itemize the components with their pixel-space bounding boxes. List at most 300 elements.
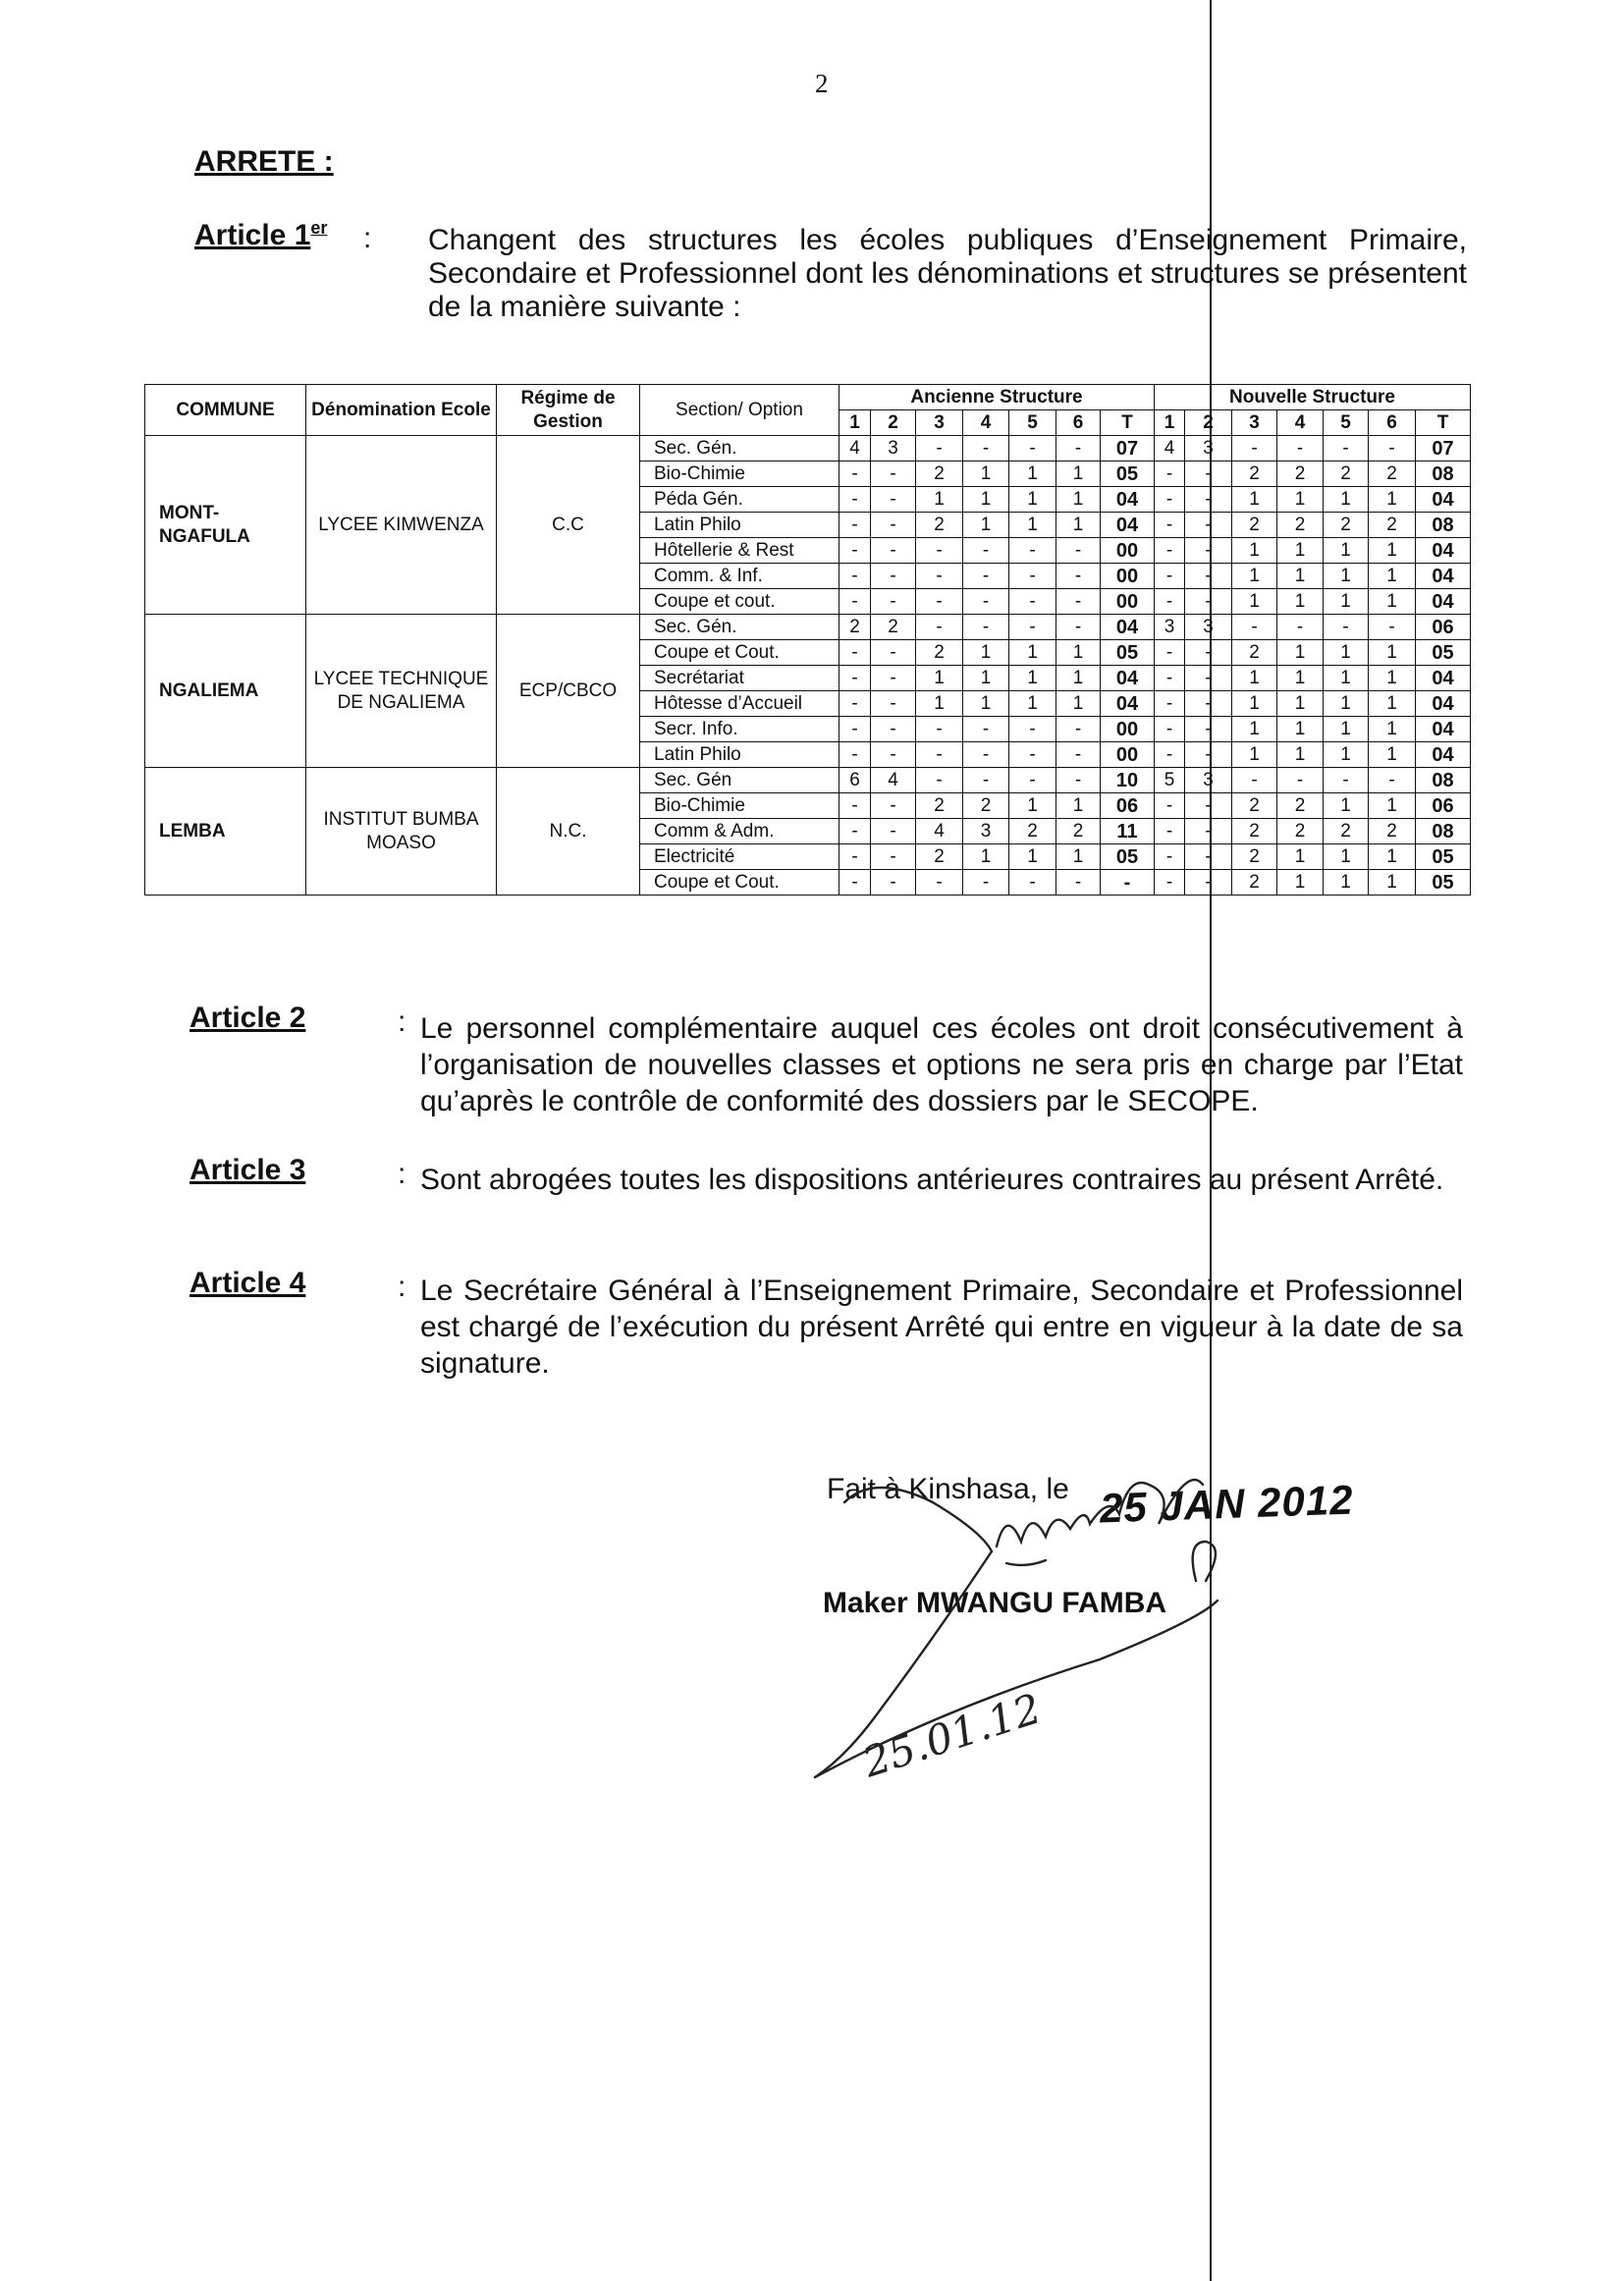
old-value-cell: - bbox=[1009, 870, 1056, 896]
new-value-cell: 1 bbox=[1232, 564, 1277, 589]
old-value-cell: 05 bbox=[1101, 640, 1155, 666]
new-value-cell: 1 bbox=[1369, 487, 1416, 513]
regime-cell: C.C bbox=[497, 436, 640, 615]
new-value-cell: 1 bbox=[1277, 666, 1324, 691]
new-value-cell: 1 bbox=[1369, 793, 1416, 819]
old-value-cell: - bbox=[916, 615, 963, 640]
old-value-cell: 00 bbox=[1101, 742, 1155, 768]
new-value-cell: 04 bbox=[1416, 717, 1471, 742]
new-value-cell: 2 bbox=[1232, 844, 1277, 870]
old-value-cell: 04 bbox=[1101, 513, 1155, 538]
structures-table bbox=[144, 384, 1471, 896]
old-value-cell: 04 bbox=[1101, 666, 1155, 691]
option-cell: Sec. Gén. bbox=[640, 436, 839, 462]
new-value-cell: 1 bbox=[1324, 640, 1369, 666]
article-1-label bbox=[194, 218, 327, 252]
article-1-label-text: Article 1 bbox=[194, 219, 311, 251]
new-value-cell: 1 bbox=[1277, 564, 1324, 589]
old-value-cell: - bbox=[916, 717, 963, 742]
old-value-cell: - bbox=[963, 538, 1009, 564]
option-cell: Secr. Info. bbox=[640, 717, 839, 742]
old-value-cell: - bbox=[1009, 436, 1056, 462]
old-value-cell: 1 bbox=[1056, 513, 1101, 538]
new-value-cell: 1 bbox=[1324, 564, 1369, 589]
old-value-cell: - bbox=[871, 691, 916, 717]
new-value-cell: 1 bbox=[1232, 691, 1277, 717]
old-value-cell: - bbox=[839, 717, 871, 742]
option-cell: Latin Philo bbox=[640, 513, 839, 538]
old-value-cell: 3 bbox=[871, 436, 916, 462]
old-value-cell: - bbox=[871, 717, 916, 742]
new-value-cell: - bbox=[1185, 564, 1232, 589]
subheader-old-6: 6 bbox=[1056, 410, 1101, 436]
new-value-cell: 1 bbox=[1232, 717, 1277, 742]
commune-cell: MONT-NGAFULA bbox=[145, 436, 306, 615]
old-value-cell: 2 bbox=[916, 513, 963, 538]
new-value-cell: - bbox=[1155, 538, 1185, 564]
new-value-cell: 2 bbox=[1277, 819, 1324, 844]
new-value-cell: 07 bbox=[1416, 436, 1471, 462]
new-value-cell: - bbox=[1185, 589, 1232, 615]
new-value-cell: 1 bbox=[1324, 793, 1369, 819]
old-value-cell: 1 bbox=[916, 691, 963, 717]
new-value-cell: - bbox=[1155, 640, 1185, 666]
old-value-cell: - bbox=[871, 589, 916, 615]
new-value-cell: 2 bbox=[1369, 462, 1416, 487]
new-value-cell: - bbox=[1155, 564, 1185, 589]
old-value-cell: - bbox=[916, 436, 963, 462]
option-cell: Comm. & Inf. bbox=[640, 564, 839, 589]
article-4-label: Article 4 bbox=[189, 1267, 306, 1299]
new-value-cell: - bbox=[1185, 717, 1232, 742]
old-value-cell: 1 bbox=[1009, 640, 1056, 666]
old-value-cell: 2 bbox=[839, 615, 871, 640]
old-value-cell: 11 bbox=[1101, 819, 1155, 844]
new-value-cell: 1 bbox=[1369, 564, 1416, 589]
new-value-cell: 1 bbox=[1369, 691, 1416, 717]
new-value-cell: 2 bbox=[1232, 819, 1277, 844]
new-value-cell: 1 bbox=[1232, 589, 1277, 615]
new-value-cell: 2 bbox=[1324, 819, 1369, 844]
old-value-cell: 05 bbox=[1101, 462, 1155, 487]
structures-table-wrap bbox=[144, 384, 1471, 896]
subheader-new-2: 2 bbox=[1185, 410, 1232, 436]
old-value-cell: - bbox=[1009, 615, 1056, 640]
new-value-cell: 2 bbox=[1232, 793, 1277, 819]
old-value-cell: 1 bbox=[1056, 793, 1101, 819]
new-value-cell: 06 bbox=[1416, 615, 1471, 640]
option-cell: Péda Gén. bbox=[640, 487, 839, 513]
new-value-cell: 1 bbox=[1369, 666, 1416, 691]
regime-cell: ECP/CBCO bbox=[497, 615, 640, 768]
new-value-cell: 3 bbox=[1185, 768, 1232, 793]
option-cell: Latin Philo bbox=[640, 742, 839, 768]
new-value-cell: - bbox=[1324, 436, 1369, 462]
old-value-cell: - bbox=[916, 589, 963, 615]
subheader-new-7: T bbox=[1416, 410, 1471, 436]
new-value-cell: 08 bbox=[1416, 768, 1471, 793]
new-value-cell: 08 bbox=[1416, 462, 1471, 487]
ecole-cell: LYCEE KIMWENZA bbox=[306, 436, 497, 615]
new-value-cell: - bbox=[1155, 819, 1185, 844]
old-value-cell: - bbox=[1009, 538, 1056, 564]
new-value-cell: 2 bbox=[1232, 870, 1277, 896]
new-value-cell: 1 bbox=[1369, 717, 1416, 742]
old-value-cell: - bbox=[1009, 742, 1056, 768]
old-value-cell: - bbox=[1056, 870, 1101, 896]
option-cell: Comm & Adm. bbox=[640, 819, 839, 844]
option-cell: Hôtesse d’Accueil bbox=[640, 691, 839, 717]
new-value-cell: 2 bbox=[1277, 513, 1324, 538]
old-value-cell: 2 bbox=[916, 844, 963, 870]
old-value-cell: 2 bbox=[916, 462, 963, 487]
new-value-cell: - bbox=[1155, 589, 1185, 615]
new-value-cell: 05 bbox=[1416, 640, 1471, 666]
old-value-cell: 04 bbox=[1101, 615, 1155, 640]
old-value-cell: - bbox=[1009, 768, 1056, 793]
old-value-cell: 1 bbox=[1009, 462, 1056, 487]
old-value-cell: - bbox=[1009, 564, 1056, 589]
new-value-cell: 2 bbox=[1324, 462, 1369, 487]
old-value-cell: 1 bbox=[1009, 844, 1056, 870]
old-value-cell: 1 bbox=[1056, 462, 1101, 487]
option-cell: Secrétariat bbox=[640, 666, 839, 691]
new-value-cell: - bbox=[1185, 742, 1232, 768]
new-value-cell: 1 bbox=[1369, 538, 1416, 564]
old-value-cell: - bbox=[839, 666, 871, 691]
new-value-cell: - bbox=[1232, 436, 1277, 462]
page-number: 2 bbox=[815, 69, 829, 98]
old-value-cell: - bbox=[871, 564, 916, 589]
new-value-cell: 04 bbox=[1416, 538, 1471, 564]
old-value-cell: - bbox=[839, 742, 871, 768]
new-value-cell: 3 bbox=[1185, 615, 1232, 640]
header-regime: Régime de Gestion bbox=[497, 385, 640, 436]
old-value-cell: - bbox=[839, 513, 871, 538]
new-value-cell: - bbox=[1185, 844, 1232, 870]
old-value-cell: - bbox=[1009, 589, 1056, 615]
old-value-cell: 1 bbox=[1056, 640, 1101, 666]
old-value-cell: - bbox=[1056, 768, 1101, 793]
article-4-colon: : bbox=[398, 1271, 406, 1303]
new-value-cell: 2 bbox=[1324, 513, 1369, 538]
new-value-cell: 04 bbox=[1416, 742, 1471, 768]
old-value-cell: 00 bbox=[1101, 589, 1155, 615]
new-value-cell: - bbox=[1232, 615, 1277, 640]
old-value-cell: - bbox=[839, 462, 871, 487]
table-row bbox=[145, 436, 1471, 462]
new-value-cell: 1 bbox=[1277, 742, 1324, 768]
old-value-cell: - bbox=[839, 564, 871, 589]
ecole-cell: INSTITUT BUMBA MOASO bbox=[306, 768, 497, 896]
old-value-cell: - bbox=[839, 793, 871, 819]
old-value-cell: - bbox=[1056, 717, 1101, 742]
new-value-cell: - bbox=[1277, 615, 1324, 640]
old-value-cell: 2 bbox=[1056, 819, 1101, 844]
new-value-cell: 04 bbox=[1416, 564, 1471, 589]
old-value-cell: - bbox=[1101, 870, 1155, 896]
new-value-cell: 05 bbox=[1416, 844, 1471, 870]
old-value-cell: - bbox=[839, 844, 871, 870]
old-value-cell: - bbox=[963, 768, 1009, 793]
old-value-cell: - bbox=[963, 436, 1009, 462]
new-value-cell: 1 bbox=[1369, 640, 1416, 666]
new-value-cell: 1 bbox=[1277, 640, 1324, 666]
old-value-cell: 1 bbox=[963, 666, 1009, 691]
new-value-cell: - bbox=[1155, 870, 1185, 896]
new-value-cell: 08 bbox=[1416, 819, 1471, 844]
old-value-cell: 2 bbox=[963, 793, 1009, 819]
date-stamp: 25 JAN 2012 bbox=[1099, 1476, 1355, 1532]
handwritten-date bbox=[856, 1684, 1047, 1787]
article-2-text: Le personnel complémentaire auquel ces écoles ont droit consécutivement à l’organisation de nouvelles classes et options ne sera pris en charge par l’Etat qu’après le contrôle de conformité des dossiers par le SECOPE. bbox=[420, 1012, 1463, 1117]
new-value-cell: - bbox=[1185, 793, 1232, 819]
old-value-cell: 4 bbox=[916, 819, 963, 844]
new-value-cell: 1 bbox=[1277, 487, 1324, 513]
old-value-cell: - bbox=[839, 691, 871, 717]
new-value-cell: 1 bbox=[1369, 844, 1416, 870]
table-row bbox=[145, 768, 1471, 793]
table-row bbox=[145, 615, 1471, 640]
new-value-cell: 1 bbox=[1324, 589, 1369, 615]
new-value-cell: 2 bbox=[1232, 640, 1277, 666]
option-cell: Coupe et Cout. bbox=[640, 870, 839, 896]
new-value-cell: 1 bbox=[1324, 538, 1369, 564]
new-value-cell: 1 bbox=[1324, 691, 1369, 717]
old-value-cell: - bbox=[916, 768, 963, 793]
new-value-cell: 1 bbox=[1324, 717, 1369, 742]
old-value-cell: - bbox=[1056, 615, 1101, 640]
new-value-cell: - bbox=[1324, 615, 1369, 640]
old-value-cell: 00 bbox=[1101, 564, 1155, 589]
new-value-cell: - bbox=[1155, 793, 1185, 819]
new-value-cell: 2 bbox=[1232, 513, 1277, 538]
subheader-new-4: 4 bbox=[1277, 410, 1324, 436]
arrete-heading: ARRETE : bbox=[194, 145, 334, 178]
new-value-cell: 1 bbox=[1277, 870, 1324, 896]
new-value-cell: 04 bbox=[1416, 666, 1471, 691]
old-value-cell: 1 bbox=[1009, 691, 1056, 717]
new-value-cell: - bbox=[1155, 844, 1185, 870]
old-value-cell: 2 bbox=[1009, 819, 1056, 844]
new-value-cell: - bbox=[1185, 538, 1232, 564]
old-value-cell: - bbox=[871, 513, 916, 538]
new-value-cell: 5 bbox=[1155, 768, 1185, 793]
old-value-cell: - bbox=[871, 844, 916, 870]
old-value-cell: - bbox=[839, 870, 871, 896]
old-value-cell: 1 bbox=[1009, 793, 1056, 819]
old-value-cell: - bbox=[916, 742, 963, 768]
regime-cell: N.C. bbox=[497, 768, 640, 896]
old-value-cell: - bbox=[963, 589, 1009, 615]
old-value-cell: 05 bbox=[1101, 844, 1155, 870]
subheader-new-1: 1 bbox=[1155, 410, 1185, 436]
old-value-cell: 06 bbox=[1101, 793, 1155, 819]
old-value-cell: 1 bbox=[963, 691, 1009, 717]
new-value-cell: - bbox=[1185, 819, 1232, 844]
old-value-cell: - bbox=[1056, 564, 1101, 589]
new-value-cell: 1 bbox=[1369, 589, 1416, 615]
table-body bbox=[145, 436, 1471, 896]
old-value-cell: 00 bbox=[1101, 717, 1155, 742]
new-value-cell: - bbox=[1185, 666, 1232, 691]
subheader-new-6: 6 bbox=[1369, 410, 1416, 436]
old-value-cell: 1 bbox=[916, 666, 963, 691]
header-ancienne: Ancienne Structure bbox=[839, 385, 1155, 410]
option-cell: Sec. Gén. bbox=[640, 615, 839, 640]
article-2-colon: : bbox=[398, 1005, 406, 1038]
old-value-cell: - bbox=[1056, 538, 1101, 564]
new-value-cell: - bbox=[1185, 513, 1232, 538]
option-cell: Sec. Gén bbox=[640, 768, 839, 793]
old-value-cell: 1 bbox=[916, 487, 963, 513]
new-value-cell: - bbox=[1185, 487, 1232, 513]
old-value-cell: - bbox=[871, 640, 916, 666]
new-value-cell: 1 bbox=[1324, 844, 1369, 870]
option-cell: Bio-Chimie bbox=[640, 462, 839, 487]
old-value-cell: - bbox=[839, 589, 871, 615]
new-value-cell: 1 bbox=[1277, 844, 1324, 870]
old-value-cell: - bbox=[871, 870, 916, 896]
old-value-cell: 1 bbox=[963, 844, 1009, 870]
new-value-cell: - bbox=[1369, 615, 1416, 640]
new-value-cell: - bbox=[1155, 513, 1185, 538]
new-value-cell: 1 bbox=[1277, 538, 1324, 564]
new-value-cell: 04 bbox=[1416, 487, 1471, 513]
old-value-cell: - bbox=[963, 564, 1009, 589]
old-value-cell: - bbox=[871, 819, 916, 844]
new-value-cell: 1 bbox=[1277, 589, 1324, 615]
old-value-cell: 1 bbox=[1056, 666, 1101, 691]
new-value-cell: 04 bbox=[1416, 691, 1471, 717]
article-3-label: Article 3 bbox=[189, 1154, 306, 1186]
old-value-cell: 4 bbox=[839, 436, 871, 462]
old-value-cell: 04 bbox=[1101, 487, 1155, 513]
old-value-cell: 4 bbox=[871, 768, 916, 793]
new-value-cell: - bbox=[1155, 742, 1185, 768]
commune-cell: LEMBA bbox=[145, 768, 306, 896]
old-value-cell: 1 bbox=[1056, 844, 1101, 870]
ecole-cell: LYCEE TECHNIQUE DE NGALIEMA bbox=[306, 615, 497, 768]
new-value-cell: 1 bbox=[1232, 538, 1277, 564]
old-value-cell: - bbox=[871, 462, 916, 487]
scan-vertical-line bbox=[1210, 0, 1212, 2281]
new-value-cell: - bbox=[1369, 436, 1416, 462]
subheader-old-1: 1 bbox=[839, 410, 871, 436]
old-value-cell: 04 bbox=[1101, 691, 1155, 717]
new-value-cell: - bbox=[1155, 666, 1185, 691]
new-value-cell: 06 bbox=[1416, 793, 1471, 819]
new-value-cell: - bbox=[1277, 768, 1324, 793]
old-value-cell: - bbox=[871, 487, 916, 513]
new-value-cell: - bbox=[1369, 768, 1416, 793]
old-value-cell: - bbox=[839, 640, 871, 666]
option-cell: Hôtellerie & Rest bbox=[640, 538, 839, 564]
handwritten-signature bbox=[785, 1394, 1335, 1807]
header-nouvelle: Nouvelle Structure bbox=[1155, 385, 1471, 410]
new-value-cell: 1 bbox=[1324, 666, 1369, 691]
old-value-cell: 2 bbox=[916, 793, 963, 819]
subheader-old-4: 4 bbox=[963, 410, 1009, 436]
new-value-cell: 08 bbox=[1416, 513, 1471, 538]
header-denomination: Dénomination Ecole bbox=[306, 385, 497, 436]
new-value-cell: 1 bbox=[1324, 742, 1369, 768]
subheader-new-3: 3 bbox=[1232, 410, 1277, 436]
old-value-cell: 00 bbox=[1101, 538, 1155, 564]
old-value-cell: - bbox=[963, 870, 1009, 896]
old-value-cell: - bbox=[916, 870, 963, 896]
new-value-cell: 2 bbox=[1277, 462, 1324, 487]
new-value-cell: - bbox=[1185, 691, 1232, 717]
option-cell: Bio-Chimie bbox=[640, 793, 839, 819]
commune-cell: NGALIEMA bbox=[145, 615, 306, 768]
article-3-text: Sont abrogées toutes les dispositions antérieures contraires au présent Arrêté. bbox=[420, 1164, 1444, 1196]
new-value-cell: 1 bbox=[1369, 742, 1416, 768]
new-value-cell: 4 bbox=[1155, 436, 1185, 462]
old-value-cell: - bbox=[1056, 742, 1101, 768]
old-value-cell: 1 bbox=[963, 487, 1009, 513]
old-value-cell: 1 bbox=[963, 640, 1009, 666]
new-value-cell: 1 bbox=[1232, 487, 1277, 513]
header-section: Section/ Option bbox=[640, 385, 839, 436]
old-value-cell: - bbox=[963, 615, 1009, 640]
new-value-cell: - bbox=[1155, 717, 1185, 742]
old-value-cell: 07 bbox=[1101, 436, 1155, 462]
old-value-cell: - bbox=[871, 742, 916, 768]
old-value-cell: 10 bbox=[1101, 768, 1155, 793]
old-value-cell: - bbox=[963, 742, 1009, 768]
new-value-cell: - bbox=[1185, 462, 1232, 487]
old-value-cell: 2 bbox=[871, 615, 916, 640]
article-4-text: Le Secrétaire Général à l’Enseignement Primaire, Secondaire et Professionnel est chargé de l’exécution du présent Arrêté qui entre en vigueur à la date de sa signature. bbox=[420, 1275, 1463, 1380]
old-value-cell: 2 bbox=[916, 640, 963, 666]
old-value-cell: 1 bbox=[963, 462, 1009, 487]
old-value-cell: - bbox=[871, 538, 916, 564]
new-value-cell: 2 bbox=[1232, 462, 1277, 487]
old-value-cell: - bbox=[1056, 589, 1101, 615]
new-value-cell: 1 bbox=[1324, 487, 1369, 513]
article-2-label: Article 2 bbox=[189, 1002, 306, 1034]
old-value-cell: 1 bbox=[1056, 691, 1101, 717]
new-value-cell: - bbox=[1155, 691, 1185, 717]
new-value-cell: - bbox=[1185, 640, 1232, 666]
new-value-cell: 3 bbox=[1185, 436, 1232, 462]
old-value-cell: 1 bbox=[1056, 487, 1101, 513]
option-cell: Electricité bbox=[640, 844, 839, 870]
old-value-cell: 6 bbox=[839, 768, 871, 793]
article-1-colon: : bbox=[363, 222, 372, 254]
old-value-cell: 1 bbox=[1009, 666, 1056, 691]
new-value-cell: 1 bbox=[1369, 870, 1416, 896]
old-value-cell: 3 bbox=[963, 819, 1009, 844]
option-cell: Coupe et cout. bbox=[640, 589, 839, 615]
article-1-text: Changent des structures les écoles publiques d’Enseignement Primaire, Secondaire et Professionnel dont les dénominations et structures se présentent de la manière suivante : bbox=[428, 224, 1467, 323]
new-value-cell: 1 bbox=[1324, 870, 1369, 896]
old-value-cell: - bbox=[839, 487, 871, 513]
new-value-cell: 3 bbox=[1155, 615, 1185, 640]
place-date-line: Fait à Kinshasa, le bbox=[827, 1473, 1069, 1505]
new-value-cell: 2 bbox=[1369, 819, 1416, 844]
article-3-colon: : bbox=[398, 1158, 406, 1190]
old-value-cell: 1 bbox=[1009, 487, 1056, 513]
new-value-cell: 2 bbox=[1277, 793, 1324, 819]
subheader-old-7: T bbox=[1101, 410, 1155, 436]
subheader-old-5: 5 bbox=[1009, 410, 1056, 436]
old-value-cell: - bbox=[1009, 717, 1056, 742]
old-value-cell: - bbox=[963, 717, 1009, 742]
new-value-cell: - bbox=[1324, 768, 1369, 793]
old-value-cell: - bbox=[916, 564, 963, 589]
